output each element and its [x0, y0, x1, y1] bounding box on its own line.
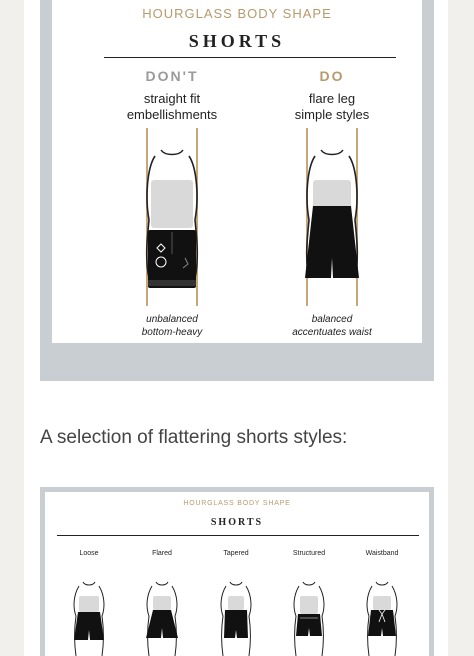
tapered-shorts-figure — [216, 574, 256, 656]
dont-desc-line: embellishments — [126, 107, 218, 122]
dont-figure-illustration — [127, 128, 217, 308]
do-caption-line: balanced — [311, 314, 353, 325]
section-intro-text: A selection of flattering shorts styles: — [40, 427, 348, 448]
infographic-title: SHORTS — [188, 31, 286, 51]
styles-divider — [57, 535, 419, 536]
do-description — [262, 91, 402, 123]
infographic-frame — [40, 0, 434, 381]
styles-title: SHORTS — [210, 517, 264, 528]
dont-heading: DON'T — [145, 68, 199, 84]
title-divider — [104, 57, 396, 58]
loose-shorts-figure — [69, 574, 109, 656]
styles-infographic-frame — [40, 487, 434, 656]
do-desc-line: simple styles — [294, 107, 370, 122]
flare-shorts — [305, 206, 359, 278]
flared-shorts-figure — [142, 574, 182, 656]
infographic-subtitle: HOURGLASS BODY SHAPE — [142, 6, 332, 21]
style-label-structured: Structured — [292, 550, 326, 557]
top-garment — [151, 180, 193, 228]
dont-caption-line: bottom-heavy — [141, 327, 203, 338]
waistband-shorts-figure — [362, 574, 402, 656]
dont-desc-line: straight fit — [143, 91, 201, 106]
structured-shorts-figure — [289, 574, 329, 656]
article-page — [24, 0, 448, 656]
styles-subtitle: HOURGLASS BODY SHAPE — [183, 500, 291, 507]
do-desc-line: flare leg — [308, 91, 356, 106]
style-label-loose: Loose — [79, 550, 99, 557]
styles-infographic-card — [45, 492, 429, 656]
style-label-waistband: Waistband — [365, 550, 399, 557]
do-caption-line: accentuates waist — [292, 327, 372, 338]
style-label-flared: Flared — [152, 550, 172, 557]
infographic-card — [52, 0, 422, 343]
style-label-tapered: Tapered — [223, 550, 249, 557]
do-heading: DO — [319, 68, 345, 84]
dont-description — [102, 91, 242, 123]
dont-caption-line: unbalanced — [146, 314, 198, 325]
do-caption — [262, 313, 402, 339]
dont-caption — [102, 313, 242, 339]
do-figure-illustration — [287, 128, 377, 308]
top-garment — [313, 180, 351, 208]
